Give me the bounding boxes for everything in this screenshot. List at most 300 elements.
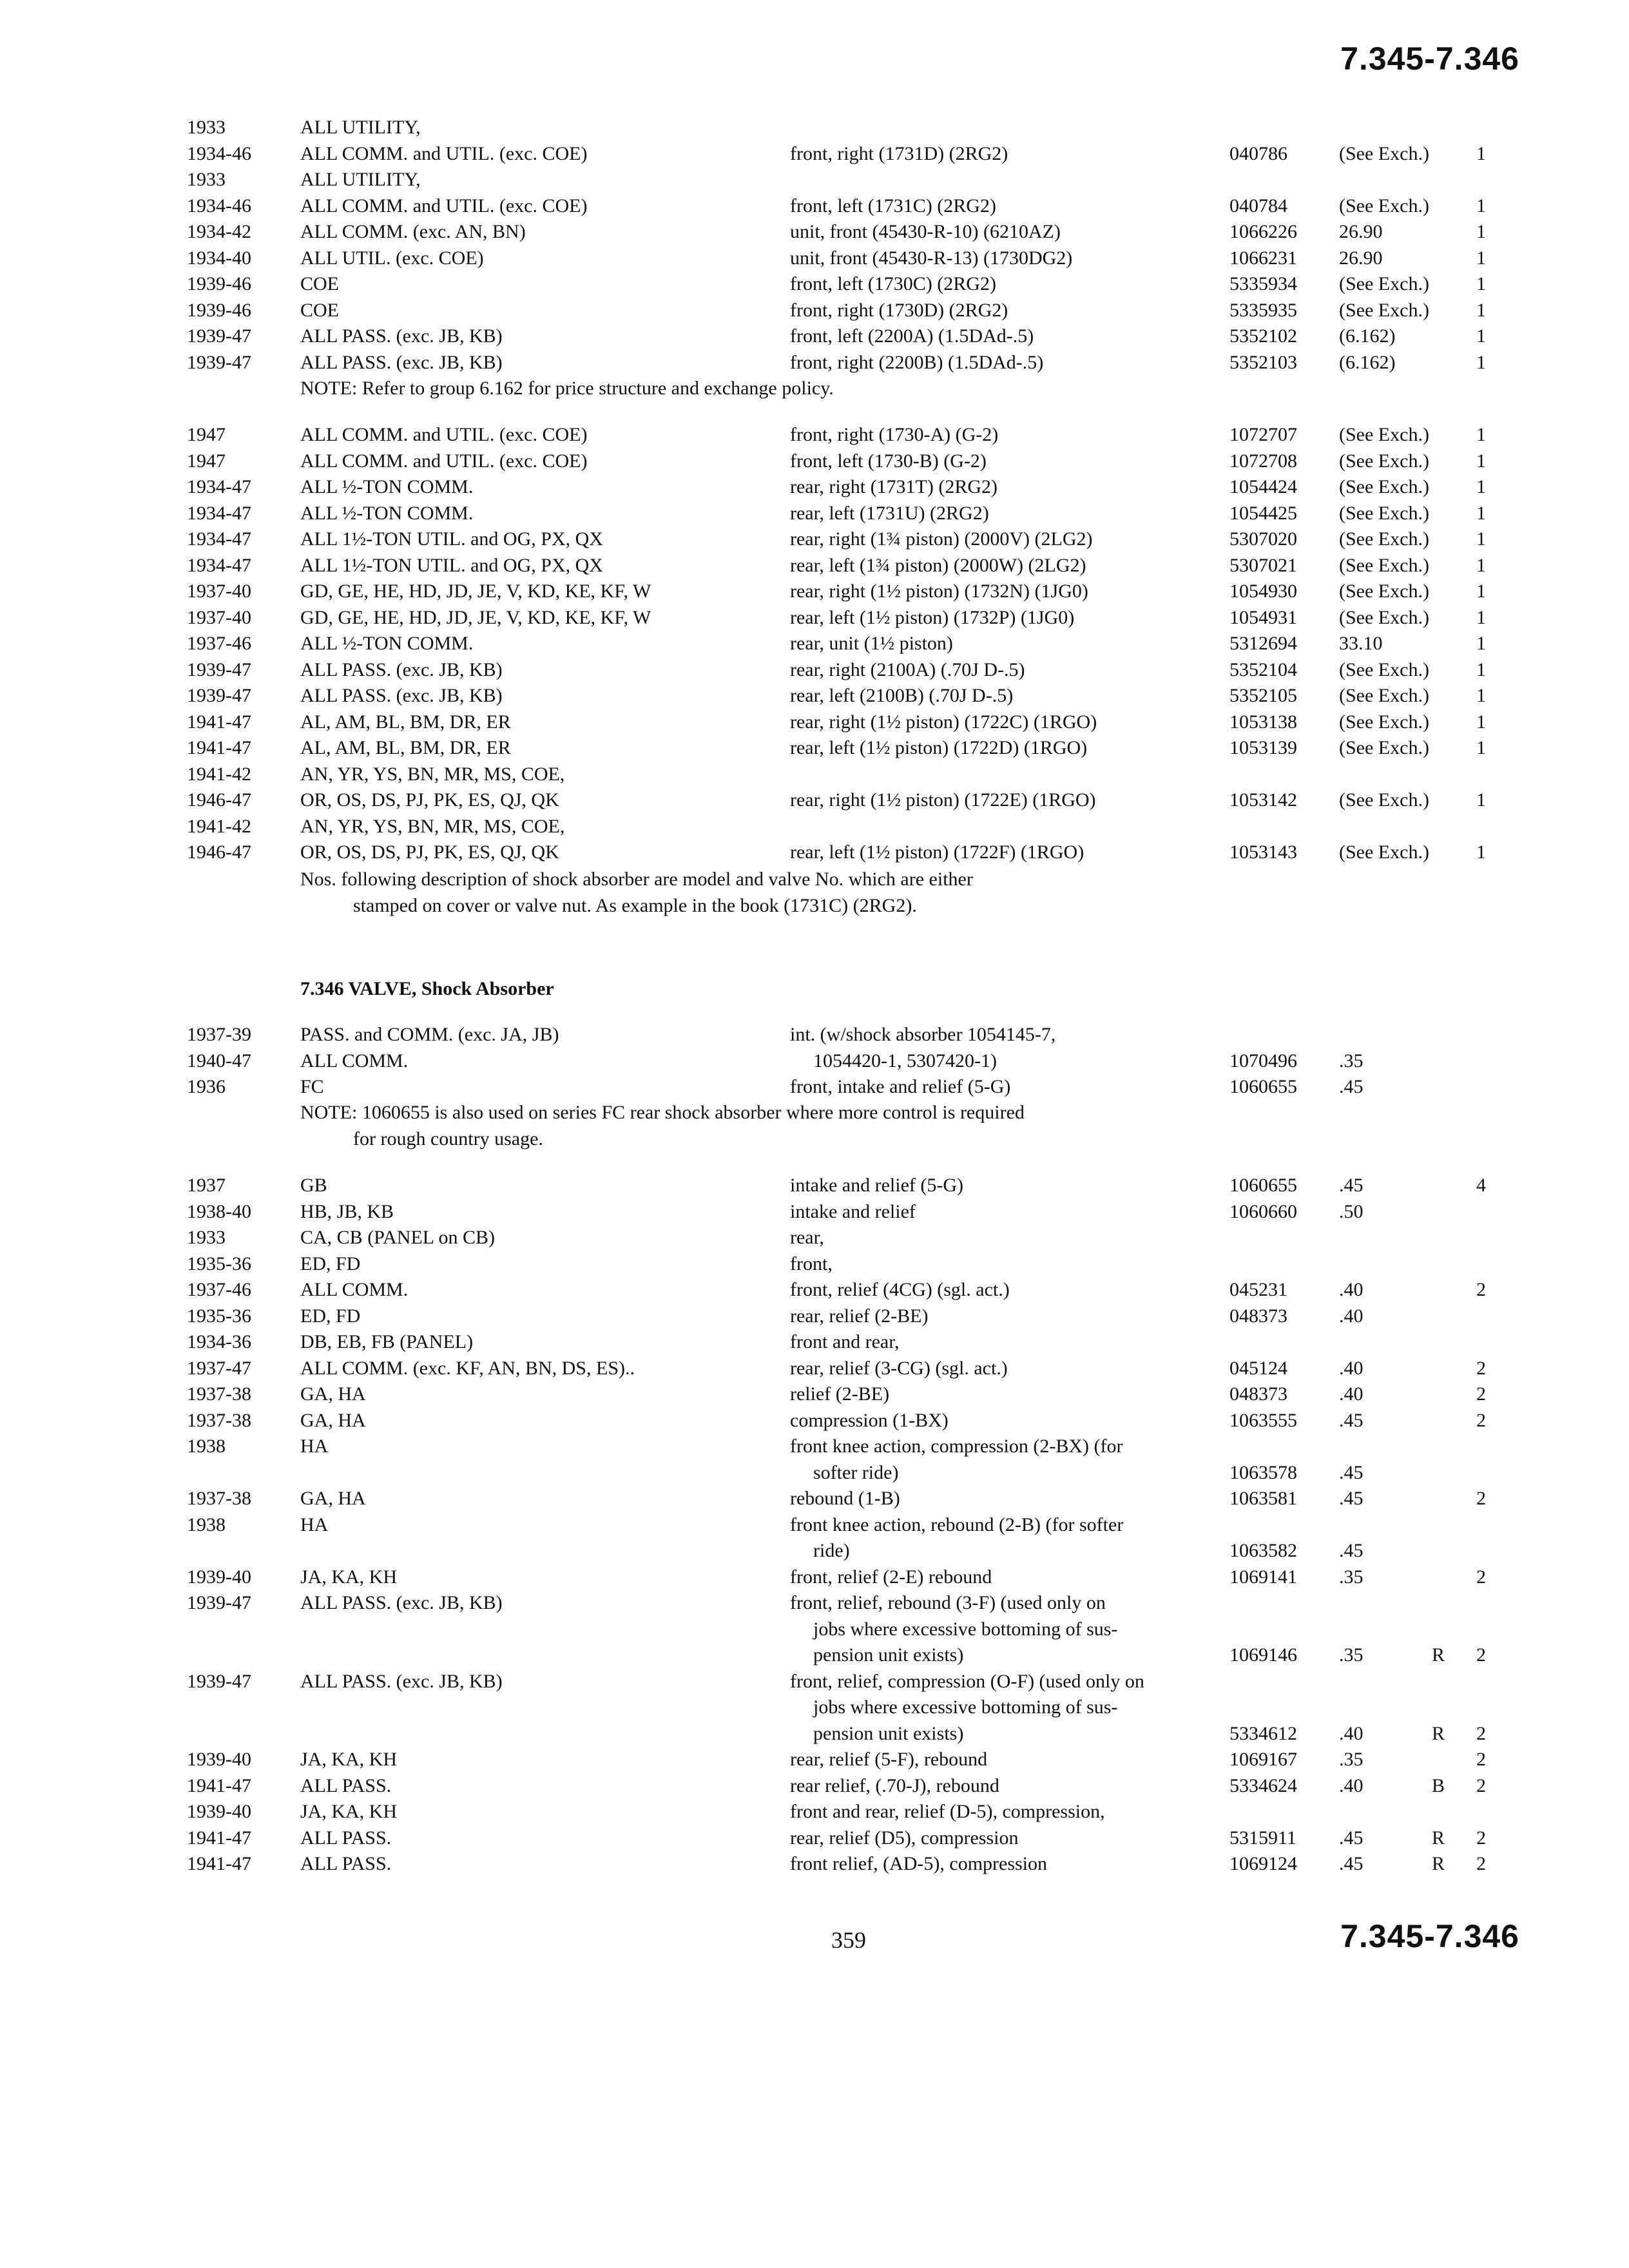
model-cell: ALL UTILITY,	[300, 169, 421, 190]
year-cell: 1934-47	[187, 554, 251, 576]
price-cell: .45	[1339, 1540, 1364, 1561]
table-row	[0, 1695, 1629, 1721]
table-row	[0, 579, 1629, 605]
model-cell: ALL COMM. (exc. KF, AN, BN, DS, ES)..	[300, 1357, 635, 1379]
group-valves-intro	[0, 1022, 1629, 1100]
price-cell: .45	[1339, 1409, 1364, 1431]
description-cell: rear, right (1½ piston) (1722E) (1RGO)	[790, 789, 1096, 811]
table-row	[0, 605, 1629, 631]
description-cell: rear, left (1½ piston) (1732P) (1JG0)	[790, 606, 1075, 628]
model-cell: GA, HA	[300, 1383, 366, 1405]
group-shock-absorbers-misc	[0, 422, 1629, 866]
table-row	[0, 1512, 1629, 1539]
year-cell: 1939-47	[187, 351, 251, 373]
page-header-code: 7.345-7.346	[1340, 41, 1519, 77]
quantity-cell: 2	[1476, 1357, 1486, 1379]
note-text-line2: stamped on cover or valve nut. As example in the book (1731C) (2RG2).	[353, 894, 917, 916]
part-number-cell: 045231	[1229, 1279, 1287, 1300]
year-cell: 1940-47	[187, 1050, 251, 1072]
table-row	[0, 422, 1629, 448]
price-cell: (See Exch.)	[1339, 581, 1429, 602]
description-cell: jobs where excessive bottoming of sus-	[813, 1618, 1118, 1640]
part-number-cell: 5334612	[1229, 1722, 1297, 1744]
note-text-line1: NOTE: 1060655 is also used on series FC rear shock absorber where more control is required	[300, 1102, 1025, 1123]
model-cell: JA, KA, KH	[300, 1749, 397, 1770]
description-cell: jobs where excessive bottoming of sus-	[813, 1696, 1118, 1718]
quantity-cell: 2	[1476, 1644, 1486, 1666]
quantity-cell: 1	[1476, 841, 1486, 863]
part-number-cell: 1072707	[1229, 424, 1297, 445]
part-number-cell: 1066226	[1229, 221, 1297, 242]
part-number-cell: 1060660	[1229, 1200, 1297, 1222]
part-number-cell: 5352104	[1229, 658, 1297, 680]
description-cell: front, left (1730-B) (G-2)	[790, 450, 987, 472]
price-cell: (See Exch.)	[1339, 554, 1429, 576]
model-cell: AL, AM, BL, BM, DR, ER	[300, 711, 511, 733]
quantity-cell: 1	[1476, 737, 1486, 758]
price-cell: (See Exch.)	[1339, 789, 1429, 811]
table-row	[0, 1825, 1629, 1852]
description-cell: rear, left (1½ piston) (1722F) (1RGO)	[790, 841, 1084, 863]
price-cell: .45	[1339, 1488, 1364, 1509]
price-cell: (See Exch.)	[1339, 502, 1429, 524]
description-cell: intake and relief	[790, 1200, 916, 1222]
model-cell: AN, YR, YS, BN, MR, MS, COE,	[300, 763, 565, 785]
model-cell: ALL ½-TON COMM.	[300, 633, 474, 654]
description-cell: pension unit exists)	[813, 1722, 964, 1744]
price-cell: (See Exch.)	[1339, 685, 1429, 706]
table-row	[0, 631, 1629, 657]
year-cell: 1939-46	[187, 273, 251, 294]
year-cell: 1934-42	[187, 221, 251, 242]
model-cell: ALL PASS. (exc. JB, KB)	[300, 1670, 503, 1692]
quantity-cell: 1	[1476, 325, 1486, 347]
price-cell: .45	[1339, 1827, 1364, 1849]
note-text: NOTE: Refer to group 6.162 for price structure and exchange policy.	[300, 378, 834, 399]
model-cell: AN, YR, YS, BN, MR, MS, COE,	[300, 815, 565, 837]
table-row	[0, 1303, 1629, 1330]
model-cell: AL, AM, BL, BM, DR, ER	[300, 737, 511, 758]
part-number-cell: 1053143	[1229, 841, 1297, 863]
model-cell: ALL COMM.	[300, 1050, 409, 1072]
part-number-cell: 1054930	[1229, 581, 1297, 602]
description-cell: unit, front (45430-R-10) (6210AZ)	[790, 221, 1061, 242]
price-cell: (See Exch.)	[1339, 299, 1429, 321]
part-number-cell: 5312694	[1229, 633, 1297, 654]
description-cell: rear, left (1½ piston) (1722D) (1RGO)	[790, 737, 1088, 758]
part-number-cell: 1053138	[1229, 711, 1297, 733]
description-cell: front and rear,	[790, 1331, 900, 1352]
quantity-cell: 1	[1476, 299, 1486, 321]
model-cell: HB, JB, KB	[300, 1200, 394, 1222]
description-cell: front, intake and relief (5-G)	[790, 1076, 1011, 1097]
price-cell: (See Exch.)	[1339, 658, 1429, 680]
model-cell: ALL PASS.	[300, 1853, 392, 1874]
year-cell: 1937-38	[187, 1383, 251, 1405]
table-row	[0, 1173, 1629, 1199]
quantity-cell: 2	[1476, 1853, 1486, 1874]
table-row	[0, 1564, 1629, 1591]
part-number-cell: 5307020	[1229, 528, 1297, 550]
table-row	[0, 1022, 1629, 1048]
table-row	[0, 683, 1629, 709]
price-cell: .45	[1339, 1076, 1364, 1097]
description-cell: softer ride)	[813, 1461, 899, 1483]
year-cell: 1937-47	[187, 1357, 251, 1379]
table-row	[0, 526, 1629, 553]
price-cell: .40	[1339, 1279, 1364, 1300]
year-cell: 1935-36	[187, 1253, 251, 1274]
quantity-cell: 1	[1476, 273, 1486, 294]
table-row	[0, 474, 1629, 501]
model-cell: ALL PASS. (exc. JB, KB)	[300, 1592, 503, 1613]
part-number-cell: 048373	[1229, 1305, 1287, 1327]
price-cell: .40	[1339, 1383, 1364, 1405]
model-cell: GB	[300, 1175, 327, 1196]
table-row	[0, 167, 1629, 193]
part-number-cell: 1070496	[1229, 1050, 1297, 1072]
part-number-cell: 5335934	[1229, 273, 1297, 294]
table-row	[0, 1251, 1629, 1278]
part-number-cell: 1069146	[1229, 1644, 1297, 1666]
model-cell: OR, OS, DS, PJ, PK, ES, QJ, QK	[300, 789, 559, 811]
table-row	[0, 814, 1629, 840]
part-number-cell: 1063578	[1229, 1461, 1297, 1483]
part-number-cell: 1054425	[1229, 502, 1297, 524]
price-cell: .45	[1339, 1461, 1364, 1483]
price-cell: 33.10	[1339, 633, 1383, 654]
part-number-cell: 5352103	[1229, 351, 1297, 373]
table-row	[0, 1747, 1629, 1773]
model-cell: ALL ½-TON COMM.	[300, 476, 474, 497]
description-cell: rebound (1-B)	[790, 1488, 900, 1509]
table-row	[0, 271, 1629, 298]
description-cell: front, relief, rebound (3-F) (used only on	[790, 1592, 1106, 1613]
year-cell: 1947	[187, 424, 226, 445]
description-cell: rear, right (1731T) (2RG2)	[790, 476, 998, 497]
price-cell: (See Exch.)	[1339, 273, 1429, 294]
table-row	[0, 245, 1629, 272]
quantity-cell: 1	[1476, 351, 1486, 373]
year-cell: 1938	[187, 1436, 226, 1457]
quantity-cell: 1	[1476, 658, 1486, 680]
quantity-cell: 1	[1476, 424, 1486, 445]
table-row	[0, 115, 1629, 141]
description-cell: front,	[790, 1253, 833, 1274]
quantity-cell: 1	[1476, 685, 1486, 706]
code-cell: R	[1432, 1644, 1445, 1666]
year-cell: 1938	[187, 1514, 226, 1535]
table-row	[0, 193, 1629, 220]
price-cell: (See Exch.)	[1339, 476, 1429, 497]
part-number-cell: 5334624	[1229, 1774, 1297, 1796]
price-cell: (See Exch.)	[1339, 142, 1429, 164]
model-cell: ED, FD	[300, 1305, 361, 1327]
year-cell: 1934-47	[187, 502, 251, 524]
part-number-cell: 1063582	[1229, 1540, 1297, 1561]
code-cell: R	[1432, 1827, 1445, 1849]
description-cell: front, right (1730D) (2RG2)	[790, 299, 1008, 321]
table-row	[0, 1048, 1629, 1075]
quantity-cell: 1	[1476, 195, 1486, 216]
price-cell: .45	[1339, 1175, 1364, 1196]
description-cell: rear, relief (2-BE)	[790, 1305, 929, 1327]
code-cell: R	[1432, 1722, 1445, 1744]
description-cell: rear, right (1½ piston) (1732N) (1JG0)	[790, 581, 1088, 602]
description-cell: front, left (2200A) (1.5DAd-.5)	[790, 325, 1034, 347]
part-number-cell: 1053142	[1229, 789, 1297, 811]
year-cell: 1934-46	[187, 142, 251, 164]
part-number-cell: 5335935	[1229, 299, 1297, 321]
year-cell: 1937-38	[187, 1488, 251, 1509]
price-cell: .40	[1339, 1357, 1364, 1379]
price-cell: (See Exch.)	[1339, 424, 1429, 445]
description-cell: front, right (2200B) (1.5DAd-.5)	[790, 351, 1044, 373]
year-cell: 1937-38	[187, 1409, 251, 1431]
table-row	[0, 709, 1629, 736]
price-cell: 26.90	[1339, 221, 1383, 242]
description-cell: pension unit exists)	[813, 1644, 964, 1666]
code-cell: B	[1432, 1774, 1445, 1796]
model-cell: GD, GE, HE, HD, JD, JE, V, KD, KE, KF, W	[300, 606, 651, 628]
quantity-cell: 1	[1476, 581, 1486, 602]
year-cell: 1941-42	[187, 815, 251, 837]
price-cell: 26.90	[1339, 247, 1383, 269]
table-row	[0, 1642, 1629, 1669]
description-cell: rear, relief (D5), compression	[790, 1827, 1019, 1849]
model-cell: GD, GE, HE, HD, JD, JE, V, KD, KE, KF, W	[300, 581, 651, 602]
model-cell: ALL PASS. (exc. JB, KB)	[300, 658, 503, 680]
description-cell: rear, unit (1½ piston)	[790, 633, 953, 654]
part-number-cell: 5352102	[1229, 325, 1297, 347]
part-number-cell: 1069141	[1229, 1566, 1297, 1588]
quantity-cell: 4	[1476, 1175, 1486, 1196]
price-cell: .50	[1339, 1200, 1364, 1222]
model-cell: ALL COMM. and UTIL. (exc. COE)	[300, 195, 588, 216]
year-cell: 1934-47	[187, 528, 251, 550]
year-cell: 1937-46	[187, 633, 251, 654]
table-row	[0, 1408, 1629, 1434]
description-cell: rear, right (1½ piston) (1722C) (1RGO)	[790, 711, 1097, 733]
page-number: 359	[831, 1927, 866, 1953]
description-cell: relief (2-BE)	[790, 1383, 890, 1405]
price-cell: .40	[1339, 1722, 1364, 1744]
group-valves	[0, 1173, 1629, 1878]
table-row	[0, 219, 1629, 245]
description-cell: front knee action, compression (2-BX) (for	[790, 1436, 1123, 1457]
year-cell: 1946-47	[187, 789, 251, 811]
description-cell: front, left (1730C) (2RG2)	[790, 273, 996, 294]
model-cell: COE	[300, 273, 339, 294]
model-cell: DB, EB, FB (PANEL)	[300, 1331, 474, 1352]
description-cell: front relief, (AD-5), compression	[790, 1853, 1048, 1874]
quantity-cell: 2	[1476, 1383, 1486, 1405]
table-row	[0, 1669, 1629, 1695]
quantity-cell: 2	[1476, 1774, 1486, 1796]
year-cell: 1941-47	[187, 1827, 251, 1849]
quantity-cell: 1	[1476, 247, 1486, 269]
table-row	[0, 1799, 1629, 1825]
note-text-line1: Nos. following description of shock absorber are model and valve No. which are either	[300, 869, 973, 890]
description-cell: rear, relief (5-F), rebound	[790, 1749, 988, 1770]
table-row	[0, 1434, 1629, 1460]
year-cell: 1937-40	[187, 606, 251, 628]
description-cell: unit, front (45430-R-13) (1730DG2)	[790, 247, 1073, 269]
table-row	[0, 1538, 1629, 1564]
table-row	[0, 1199, 1629, 1225]
quantity-cell: 1	[1476, 502, 1486, 524]
model-cell: GA, HA	[300, 1488, 366, 1509]
quantity-cell: 1	[1476, 221, 1486, 242]
quantity-cell: 2	[1476, 1749, 1486, 1770]
model-cell: ALL PASS.	[300, 1827, 392, 1849]
description-cell: rear, left (1731U) (2RG2)	[790, 502, 989, 524]
group-shock-absorbers-front	[0, 115, 1629, 376]
model-cell: ALL UTIL. (exc. COE)	[300, 247, 484, 269]
model-cell: ALL ½-TON COMM.	[300, 502, 474, 524]
price-cell: .35	[1339, 1050, 1364, 1072]
quantity-cell: 1	[1476, 476, 1486, 497]
quantity-cell: 1	[1476, 606, 1486, 628]
description-cell: front, right (1730-A) (G-2)	[790, 424, 999, 445]
table-row	[0, 840, 1629, 866]
model-cell: ALL COMM. (exc. AN, BN)	[300, 221, 526, 242]
part-number-cell: 1054931	[1229, 606, 1297, 628]
description-cell: front, relief, compression (O-F) (used only on	[790, 1670, 1144, 1692]
model-cell: HA	[300, 1514, 329, 1535]
model-cell: ALL COMM. and UTIL. (exc. COE)	[300, 142, 588, 164]
part-number-cell: 1063581	[1229, 1488, 1297, 1509]
part-number-cell: 1060655	[1229, 1175, 1297, 1196]
table-row	[0, 1356, 1629, 1382]
model-cell: HA	[300, 1436, 329, 1457]
model-cell: COE	[300, 299, 339, 321]
year-cell: 1934-36	[187, 1331, 251, 1352]
part-number-cell: 5307021	[1229, 554, 1297, 576]
quantity-cell: 2	[1476, 1722, 1486, 1744]
year-cell: 1933	[187, 117, 226, 138]
price-cell: .35	[1339, 1644, 1364, 1666]
table-row	[0, 350, 1629, 376]
description-cell: rear, left (2100B) (.70J D-.5)	[790, 685, 1014, 706]
description-cell: rear, right (2100A) (.70J D-.5)	[790, 658, 1025, 680]
year-cell: 1941-47	[187, 737, 251, 758]
table-row	[0, 762, 1629, 788]
model-cell: ALL COMM.	[300, 1279, 409, 1300]
year-cell: 1937	[187, 1175, 226, 1196]
price-cell: (See Exch.)	[1339, 841, 1429, 863]
quantity-cell: 2	[1476, 1409, 1486, 1431]
price-cell: (See Exch.)	[1339, 606, 1429, 628]
quantity-cell: 2	[1476, 1488, 1486, 1509]
model-cell: JA, KA, KH	[300, 1801, 397, 1822]
model-cell: ALL 1½-TON UTIL. and OG, PX, QX	[300, 528, 603, 550]
model-cell: FC	[300, 1076, 324, 1097]
table-row	[0, 141, 1629, 168]
model-cell: ED, FD	[300, 1253, 361, 1274]
part-number-cell: 5352105	[1229, 685, 1297, 706]
part-number-cell: 1069124	[1229, 1853, 1297, 1874]
year-cell: 1937-46	[187, 1279, 251, 1300]
model-cell: ALL COMM. and UTIL. (exc. COE)	[300, 450, 588, 472]
description-cell: rear, right (1¾ piston) (2000V) (2LG2)	[790, 528, 1093, 550]
description-cell: compression (1-BX)	[790, 1409, 949, 1431]
price-cell: (See Exch.)	[1339, 737, 1429, 758]
table-row	[0, 448, 1629, 475]
table-row	[0, 1074, 1629, 1100]
price-cell: (6.162)	[1339, 351, 1396, 373]
table-row	[0, 501, 1629, 527]
year-cell: 1933	[187, 1227, 226, 1248]
year-cell: 1939-40	[187, 1749, 251, 1770]
part-number-cell: 1072708	[1229, 450, 1297, 472]
part-number-cell: 040784	[1229, 195, 1287, 216]
year-cell: 1939-47	[187, 658, 251, 680]
quantity-cell: 2	[1476, 1827, 1486, 1849]
year-cell: 1934-40	[187, 247, 251, 269]
description-cell: 1054420-1, 5307420-1)	[813, 1050, 997, 1072]
table-row	[0, 323, 1629, 350]
year-cell: 1939-40	[187, 1801, 251, 1822]
table-row	[0, 1721, 1629, 1747]
description-cell: rear relief, (.70-J), rebound	[790, 1774, 999, 1796]
year-cell: 1937-39	[187, 1024, 251, 1045]
table-row	[0, 1460, 1629, 1486]
year-cell: 1935-36	[187, 1305, 251, 1327]
quantity-cell: 1	[1476, 711, 1486, 733]
model-cell: ALL PASS. (exc. JB, KB)	[300, 325, 503, 347]
part-number-cell: 040786	[1229, 142, 1287, 164]
table-row	[0, 298, 1629, 324]
quantity-cell: 1	[1476, 554, 1486, 576]
year-cell: 1941-47	[187, 711, 251, 733]
table-row	[0, 787, 1629, 814]
quantity-cell: 1	[1476, 528, 1486, 550]
model-cell: GA, HA	[300, 1409, 366, 1431]
description-cell: rear, relief (3-CG) (sgl. act.)	[790, 1357, 1008, 1379]
description-cell: rear,	[790, 1227, 824, 1248]
table-row	[0, 1851, 1629, 1878]
year-cell: 1939-47	[187, 325, 251, 347]
year-cell: 1947	[187, 450, 226, 472]
year-cell: 1946-47	[187, 841, 251, 863]
model-cell: PASS. and COMM. (exc. JA, JB)	[300, 1024, 559, 1045]
part-number-cell: 5315911	[1229, 1827, 1296, 1849]
year-cell: 1937-40	[187, 581, 251, 602]
part-number-cell: 1063555	[1229, 1409, 1297, 1431]
year-cell: 1936	[187, 1076, 226, 1097]
table-row	[0, 1225, 1629, 1251]
table-row	[0, 1277, 1629, 1303]
part-number-cell: 048373	[1229, 1383, 1287, 1405]
description-cell: front knee action, rebound (2-B) (for softer	[790, 1514, 1124, 1535]
quantity-cell: 2	[1476, 1566, 1486, 1588]
year-cell: 1941-47	[187, 1853, 251, 1874]
year-cell: 1933	[187, 169, 226, 190]
price-cell: (See Exch.)	[1339, 195, 1429, 216]
year-cell: 1938-40	[187, 1200, 251, 1222]
table-row	[0, 1773, 1629, 1800]
year-cell: 1939-47	[187, 1670, 251, 1692]
description-cell: int. (w/shock absorber 1054145-7,	[790, 1024, 1056, 1045]
table-row	[0, 1486, 1629, 1512]
year-cell: 1939-46	[187, 299, 251, 321]
year-cell: 1939-47	[187, 1592, 251, 1613]
model-cell: ALL 1½-TON UTIL. and OG, PX, QX	[300, 554, 603, 576]
table-row	[0, 1617, 1629, 1643]
price-cell: .40	[1339, 1774, 1364, 1796]
year-cell: 1939-40	[187, 1566, 251, 1588]
